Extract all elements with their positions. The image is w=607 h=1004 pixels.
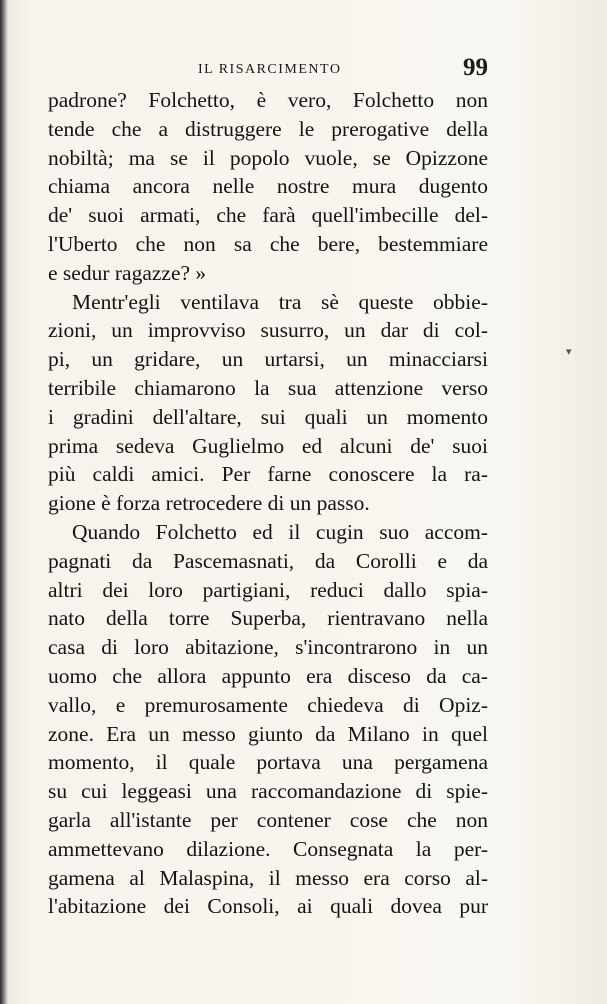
margin-speck: ▾: [566, 345, 572, 358]
text-line: padrone? Folchetto, è vero, Folchetto non: [48, 88, 488, 112]
text-line: momento, il quale portava una pergamena: [48, 750, 488, 775]
text-line: chiama ancora nelle nostre mura dugento: [48, 174, 488, 199]
text-line: pi, un gridare, un urtarsi, un minacciarsi: [48, 347, 488, 372]
text-line: i gradini dell'altare, sui quali un momento: [48, 404, 488, 429]
text-line: altri dei loro partigiani, reduci dallo spia-: [48, 577, 488, 602]
text-line: nobiltà; ma se il popolo vuole, se Opizzone: [48, 145, 488, 170]
text-line: terribile chiamarono la sua attenzione verso: [48, 375, 488, 400]
page-number: 99: [463, 54, 488, 81]
text-line: Mentr'egli ventilava tra sè queste obbie-: [72, 289, 488, 314]
text-line: nato della torre Superba, rientravano nella: [48, 606, 488, 631]
page-header: [48, 54, 488, 86]
text-line: casa di loro abitazione, s'incontrarono in un: [48, 635, 488, 660]
text-line: zone. Era un messo giunto da Milano in quel: [48, 721, 488, 746]
body-text: [48, 86, 488, 921]
text-line: prima sedeva Guglielmo ed alcuni de' suoi: [48, 433, 488, 458]
text-line: gamena al Malaspina, il messo era corso al-: [48, 865, 488, 890]
text-line: zioni, un improvviso susurro, un dar di col-: [48, 318, 488, 343]
text-line: vallo, e premurosamente chiedeva di Opiz-: [48, 692, 488, 717]
running-title: IL RISARCIMENTO: [198, 62, 342, 77]
text-line: più caldi amici. Per farne conoscere la ra-: [48, 462, 488, 487]
text-line: ammettevano dilazione. Consegnata la per-: [48, 836, 488, 861]
text-line: l'Uberto che non sa che bere, bestemmiare: [48, 231, 488, 256]
text-line: e sedur ragazze? »: [48, 260, 207, 285]
text-line: su cui leggeasi una raccomandazione di spie-: [48, 779, 488, 804]
text-line: uomo che allora appunto era disceso da ca-: [48, 663, 488, 688]
text-line: garla all'istante per contener cose che non: [48, 807, 488, 832]
text-line: l'abitazione dei Consoli, ai quali dovea pur: [48, 894, 488, 919]
text-line: pagnati da Pascemasnati, da Corolli e da: [48, 548, 488, 573]
page-binding-edge: [0, 0, 8, 1004]
text-line: de' suoi armati, che farà quell'imbecille del-: [48, 203, 488, 228]
text-line: Quando Folchetto ed il cugin suo accom-: [72, 519, 488, 544]
text-line: tende che a distruggere le prerogative della: [48, 116, 488, 141]
text-line: gione è forza retrocedere di un passo.: [48, 491, 370, 516]
